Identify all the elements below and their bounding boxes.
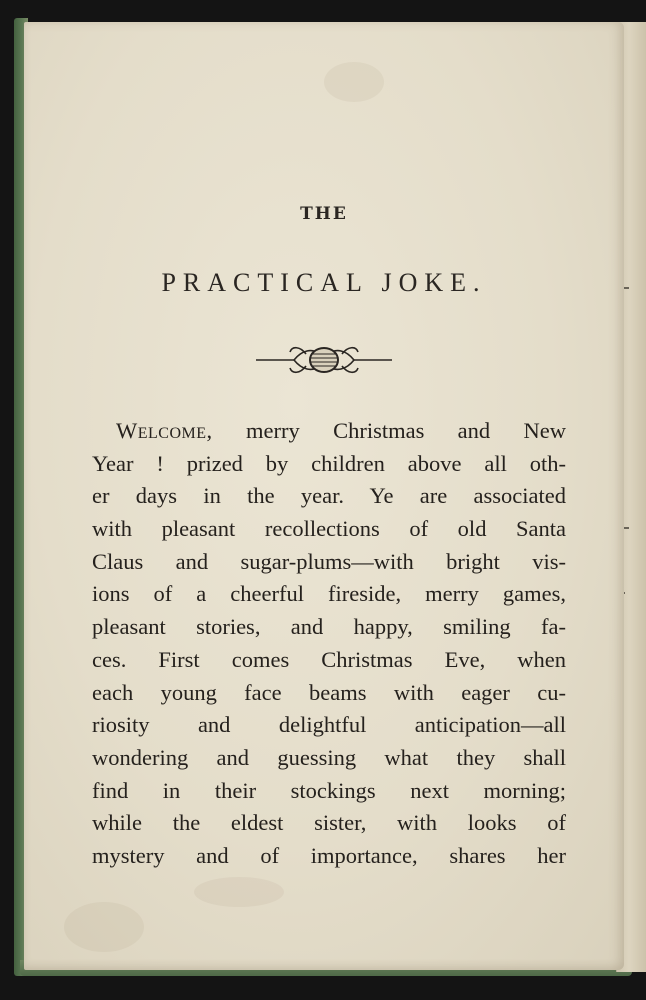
text-line: ions of a cheerful fireside, merry games, bbox=[92, 581, 566, 607]
body-paragraph bbox=[92, 415, 566, 873]
paper-stain bbox=[64, 902, 144, 952]
text-line: ces. First comes Christmas Eve, when bbox=[92, 646, 566, 672]
paper-stain bbox=[194, 877, 284, 907]
text-line: Welcome, merry Christmas and New bbox=[116, 418, 567, 443]
page-title: PRACTICAL JOKE. bbox=[161, 268, 487, 297]
text-line: wondering and guessing what they shall bbox=[92, 744, 566, 770]
text-line: each young face beams with eager cu- bbox=[92, 679, 566, 705]
text-line: while the eldest sister, with looks of bbox=[92, 810, 566, 836]
paper-stain bbox=[324, 62, 384, 102]
text-line: with pleasant recollections of old Santa bbox=[92, 516, 566, 542]
text-line: Year ! prized by children above all oth- bbox=[92, 450, 566, 476]
text-line: er days in the year. Ye are associated bbox=[92, 483, 566, 509]
ornament-divider-icon bbox=[254, 340, 394, 380]
text-line: Claus and sugar-plums—with bright vis- bbox=[92, 548, 566, 574]
heading-the: THE bbox=[300, 204, 348, 224]
text-line: pleasant stories, and happy, smiling fa- bbox=[92, 614, 566, 640]
text-line: find in their stockings next morning; bbox=[92, 777, 566, 803]
opening-word: Welcome, bbox=[116, 418, 213, 443]
text-line: mystery and of importance, shares her bbox=[92, 842, 566, 868]
text-line: riosity and delightful anticipation—all bbox=[92, 712, 566, 738]
book-page bbox=[24, 22, 624, 970]
